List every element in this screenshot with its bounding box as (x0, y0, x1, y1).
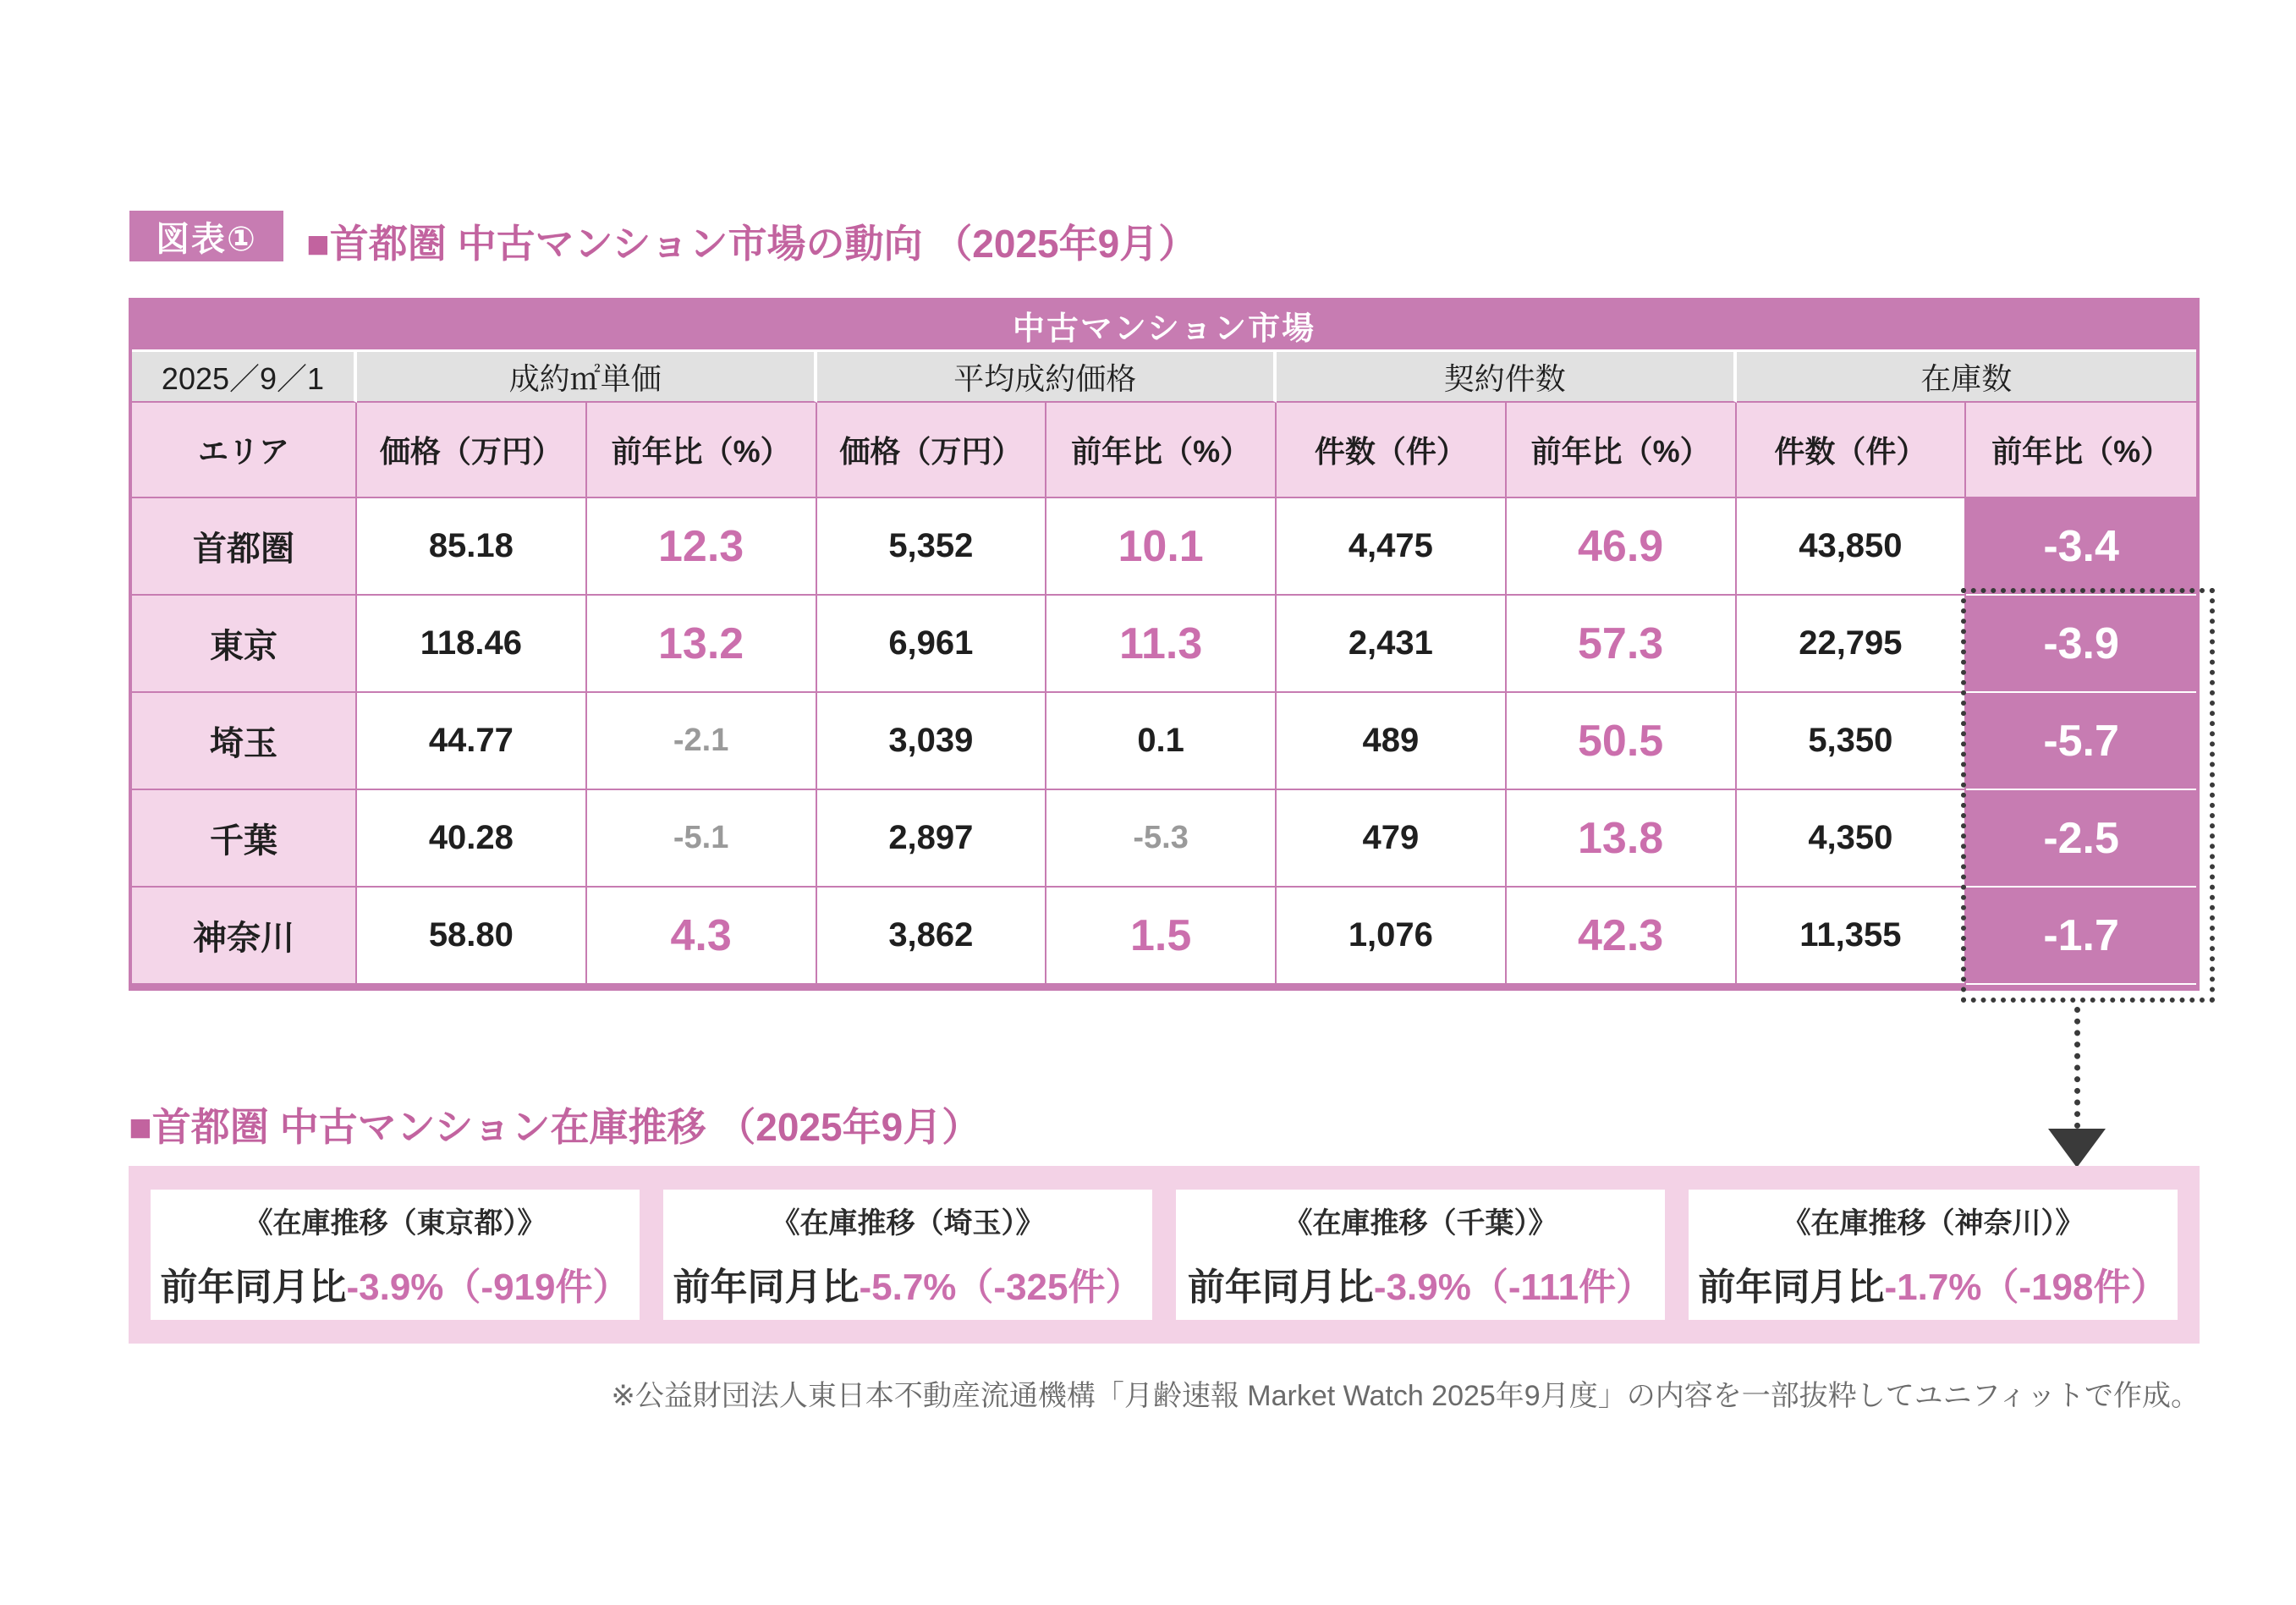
inventory-yoy-label: 前年同月比 (160, 1266, 347, 1308)
table-cell: 58.80 (357, 888, 587, 985)
figure-badge: 図表① (129, 211, 283, 261)
sub-header-area: エリア (132, 403, 357, 498)
inventory-box-title: 《在庫推移（東京都）》 (244, 1206, 547, 1239)
inventory-box-value-line (160, 1256, 629, 1311)
table-cell: 43,850 (1737, 498, 1967, 596)
down-arrow-line (2074, 1007, 2080, 1129)
table-cell: 5,352 (817, 498, 1047, 596)
sub-header: 件数（件） (1737, 403, 1967, 498)
table-date-cell: 2025／9／1 (132, 352, 357, 403)
market-table (129, 298, 2200, 991)
inventory-box-value-line (1188, 1256, 1653, 1311)
inventory-box-saitama (663, 1190, 1152, 1320)
area-label: 神奈川 (132, 888, 357, 985)
table-cell: 57.3 (1507, 596, 1737, 693)
inventory-yoy-label: 前年同月比 (1187, 1266, 1374, 1308)
table-cell: -5.1 (587, 790, 817, 888)
table-cell: 5,350 (1737, 693, 1967, 790)
down-arrow-icon (2048, 1129, 2106, 1168)
table-cell: 3,039 (817, 693, 1047, 790)
inventory-yoy-value: -3.9%（-919件） (346, 1266, 630, 1308)
sub-header: 前年比（%） (1966, 403, 2196, 498)
table-cell: 44.77 (357, 693, 587, 790)
table-cell: 489 (1277, 693, 1507, 790)
table-cell: -5.3 (1046, 790, 1277, 888)
table-cell: 118.46 (357, 596, 587, 693)
inventory-box-kanagawa (1689, 1190, 2178, 1320)
table-cell: 13.8 (1507, 790, 1737, 888)
inventory-box-title: 《在庫推移（千葉）》 (1283, 1206, 1557, 1239)
table-banner: 中古マンション市場 (132, 301, 2196, 352)
sub-header: 価格（万円） (357, 403, 587, 498)
inventory-box-value-line (673, 1256, 1142, 1311)
table-cell: 1.5 (1046, 888, 1277, 985)
table-cell-highlighted: -3.4 (1966, 498, 2196, 596)
inventory-panel (129, 1166, 2200, 1344)
sub-header: 前年比（%） (587, 403, 817, 498)
table-cell: 4,350 (1737, 790, 1967, 888)
section2-title: ■首都圏 中古マンション在庫推移 （2025年9月） (129, 1105, 981, 1149)
group-header-avg-price: 平均成約価格 (817, 352, 1277, 403)
sub-header: 前年比（%） (1507, 403, 1737, 498)
table-cell: 46.9 (1507, 498, 1737, 596)
source-footnote: ※公益財団法人東日本不動産流通機構「月齢速報 Market Watch 2025年9月度」の内容を一部抜粋してユニフィットで作成。 (611, 1380, 2200, 1412)
table-cell: 0.1 (1046, 693, 1277, 790)
inventory-box-title: 《在庫推移（埼玉）》 (771, 1206, 1045, 1239)
group-header-contracts: 契約件数 (1277, 352, 1737, 403)
sub-header: 件数（件） (1277, 403, 1507, 498)
inventory-box-value-line (1698, 1256, 2167, 1311)
table-cell: 40.28 (357, 790, 587, 888)
group-header-unit-price: 成約㎡単価 (357, 352, 817, 403)
table-cell: 85.18 (357, 498, 587, 596)
area-label: 首都圏 (132, 498, 357, 596)
inventory-box-tokyo (151, 1190, 640, 1320)
section1-title: ■首都圏 中古マンション市場の動向 （2025年9月） (306, 222, 1198, 266)
inventory-yoy-value: -3.9%（-111件） (1373, 1266, 1654, 1308)
table-cell: 2,431 (1277, 596, 1507, 693)
inventory-yoy-value: -1.7%（-198件） (1884, 1266, 2168, 1308)
table-cell: 479 (1277, 790, 1507, 888)
inventory-yoy-value: -5.7%（-325件） (859, 1266, 1143, 1308)
sub-header: 価格（万円） (817, 403, 1047, 498)
table-cell: 2,897 (817, 790, 1047, 888)
area-label: 東京 (132, 596, 357, 693)
table-cell: 6,961 (817, 596, 1047, 693)
inventory-box-chiba (1176, 1190, 1665, 1320)
sub-header: 前年比（%） (1046, 403, 1277, 498)
table-cell: 3,862 (817, 888, 1047, 985)
table-cell: 12.3 (587, 498, 817, 596)
group-header-inventory: 在庫数 (1737, 352, 2197, 403)
table-cell: 42.3 (1507, 888, 1737, 985)
inventory-yoy-label: 前年同月比 (1698, 1266, 1885, 1308)
table-cell: 11.3 (1046, 596, 1277, 693)
inventory-yoy-label: 前年同月比 (673, 1266, 860, 1308)
table-cell: 4.3 (587, 888, 817, 985)
inventory-box-title: 《在庫推移（神奈川）》 (1782, 1206, 2085, 1239)
table-cell: 50.5 (1507, 693, 1737, 790)
table-cell: 22,795 (1737, 596, 1967, 693)
area-label: 埼玉 (132, 693, 357, 790)
table-cell: 4,475 (1277, 498, 1507, 596)
table-cell-highlighted: -2.5 (1966, 790, 2196, 888)
table-cell: 11,355 (1737, 888, 1967, 985)
area-label: 千葉 (132, 790, 357, 888)
table-cell: 10.1 (1046, 498, 1277, 596)
table-cell: -2.1 (587, 693, 817, 790)
table-cell: 1,076 (1277, 888, 1507, 985)
table-cell: 13.2 (587, 596, 817, 693)
table-cell-highlighted: -3.9 (1966, 596, 2196, 693)
table-cell-highlighted: -5.7 (1966, 693, 2196, 790)
table-cell-highlighted: -1.7 (1966, 888, 2196, 985)
